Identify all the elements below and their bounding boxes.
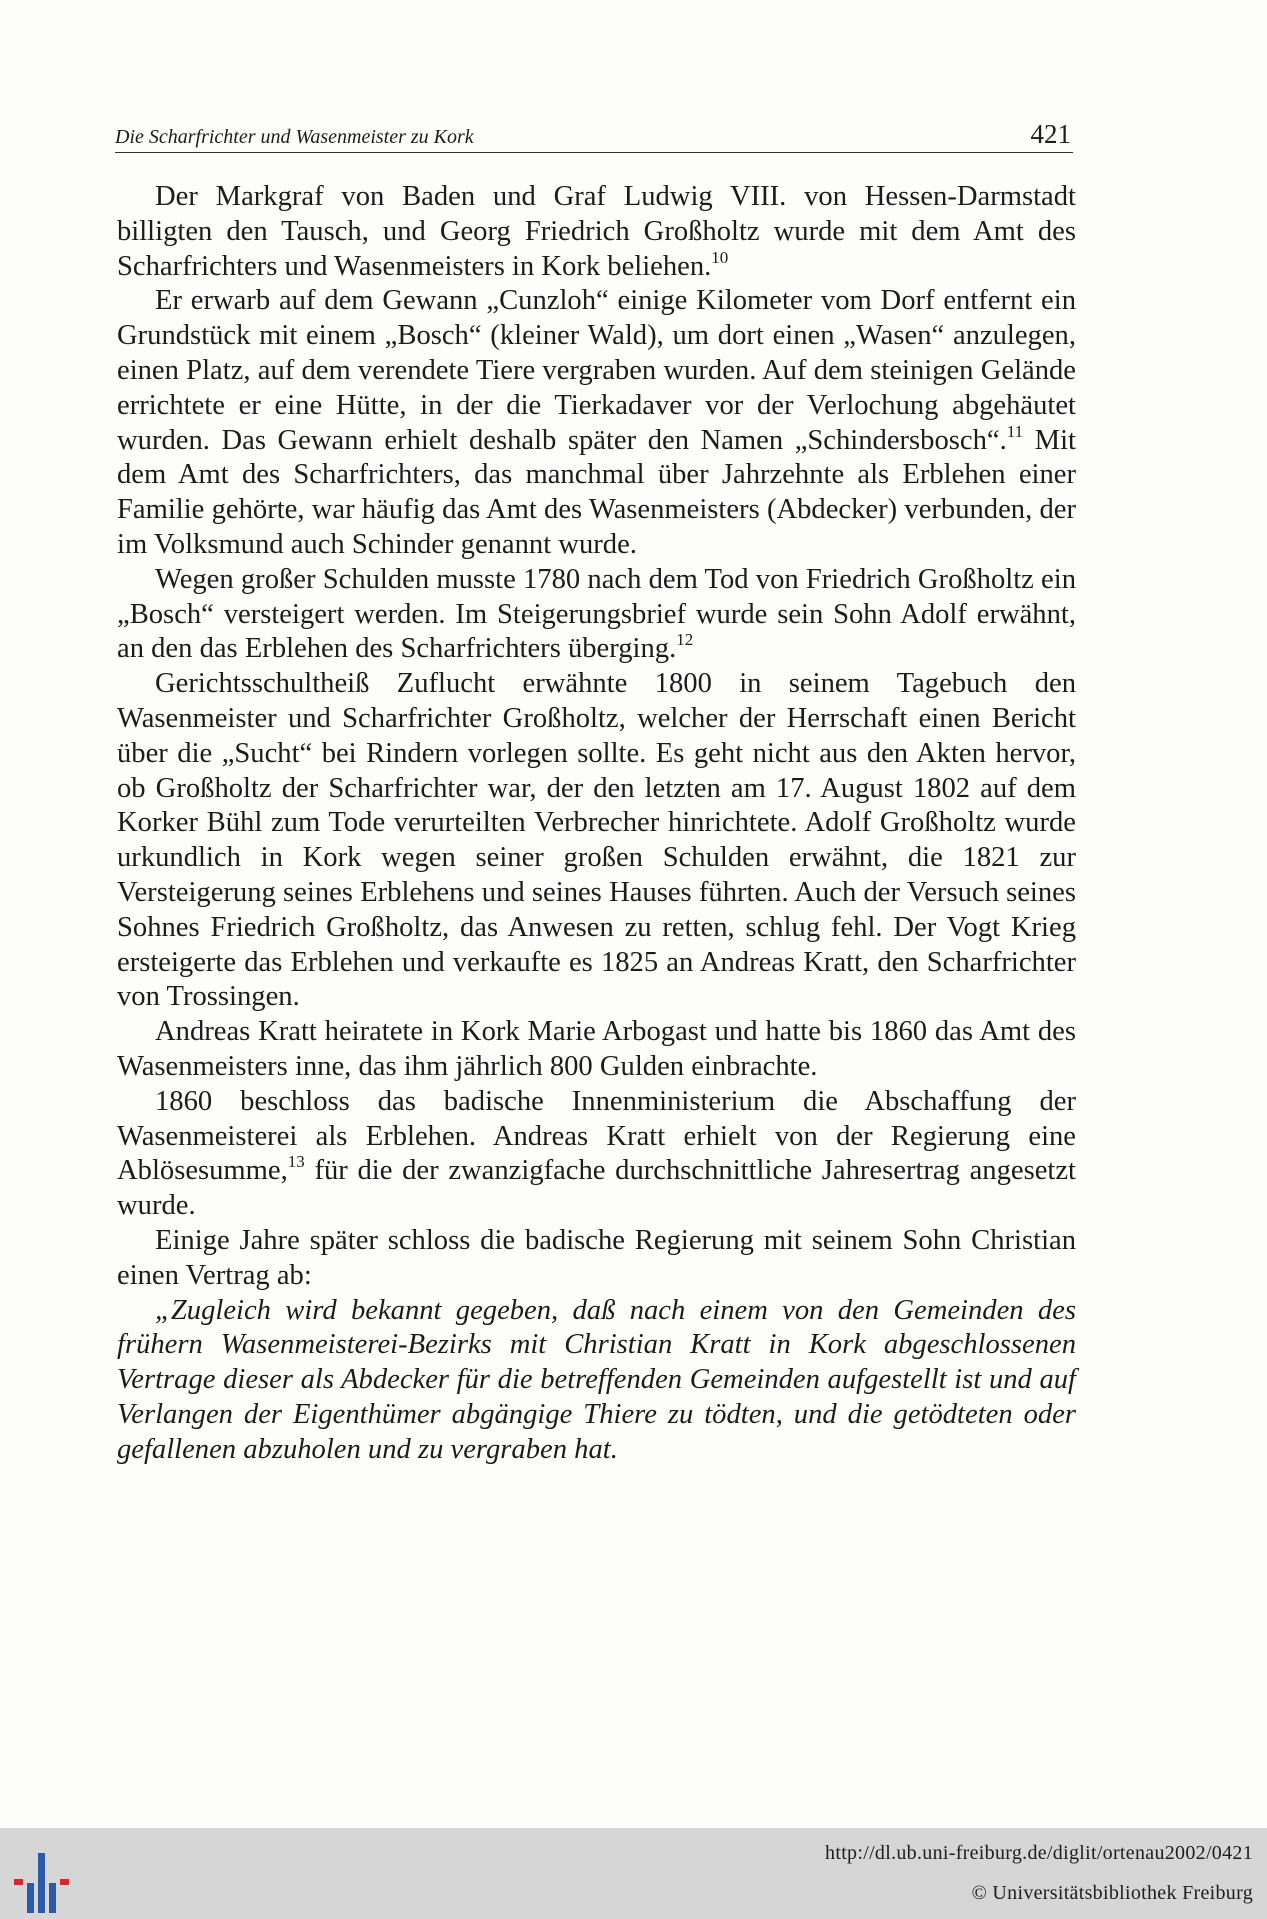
footnote-ref-12: 12 <box>676 630 694 650</box>
footnote-ref-11: 11 <box>1006 421 1024 441</box>
ub-freiburg-logo-icon <box>14 1853 78 1913</box>
copyright-notice: © Universitätsbibliothek Freiburg <box>971 1882 1253 1904</box>
permalink-url[interactable]: http://dl.ub.uni-freiburg.de/diglit/ortenau2002/0421 <box>825 1842 1253 1864</box>
paragraph-4: Gerichtsschultheiß Zuflucht erwähnte 1800 in seinem Tagebuch den Wasenmeister und Scharfrichter Großholtz, welcher der Herrschaft einen Bericht über die „Sucht“ bei Rindern vorlegen sollte. Es geht nicht aus den Akten hervor, ob Großholtz der Scharfrichter war, der den letzten am 17. August 1802 auf dem Korker Bühl zum Tode verurteilten Verbrecher hinrichtete. Adolf Großholtz wurde urkundlich in Kork wegen seiner großen Schulden erwähnt, die 1821 zur Versteigerung seines Erblehens und seines Hauses führten. Auch der Versuch seines Sohnes Friedrich Großholtz, das Anwesen zu retten, schlug fehl. Der Vogt Krieg ersteigerte das Erblehen und verkaufte es 1825 an Andreas Kratt, den Scharfrichter von Trossingen. <box>117 668 1076 1013</box>
paragraph-5: Andreas Kratt heiratete in Kork Marie Arbogast und hatte bis 1860 das Amt des Wasenmeisters inne, das ihm jährlich 800 Gulden einbrachte. <box>117 1016 1076 1082</box>
footnote-ref-10: 10 <box>711 247 729 267</box>
paragraph-7: Einige Jahre später schloss die badische Regierung mit seinem Sohn Christian einen Vertrag ab: <box>117 1224 1076 1291</box>
running-title: Die Scharfrichter und Wasenmeister zu Kork <box>115 126 474 148</box>
paragraph-1: Der Markgraf von Baden und Graf Ludwig VIII. von Hessen-Darmstadt billigten den Tausch, und Georg Friedrich Großholtz wurde mit dem Amt des Scharfrichters und Wasenmeisters in Kork beliehen.$^{10}$ <box>117 181 1076 282</box>
footnote-ref-13: 13 <box>287 1152 305 1172</box>
body-text <box>117 180 1076 1467</box>
paragraph-2: Er erwarb auf dem Gewann „Cunzloh“ einige Kilometer vom Dorf entfernt ein Grundstück mit einem „Bosch“ (kleiner Wald), um dort einen „Wasen“ anzulegen, einen Platz, auf dem verendete Tiere vergraben wurden. Auf dem steinigen Gelände errichtete er eine Hütte, in der die Tierkadaver vor der Verlochung abgehäutet wurden. Das Gewann erhielt deshalb später den Namen „Schindersbosch“.$^{11}$ Mit dem Amt des Scharfrichters, das manchmal über Jahrzehnte als Erblehen einer Familie gehörte, war häufig das Amt des Wasenmeisters (Abdecker) verbunden, der im Volksmund auch Schinder genannt wurde. <box>117 285 1076 560</box>
paragraph-3: Wegen großer Schulden musste 1780 nach dem Tod von Friedrich Großholtz ein „Bosch“ versteigert werden. Im Steigerungsbrief wurde sein Sohn Adolf erwähnt, an den das Erblehen des Scharfrichters überging.$^{12}$ <box>117 563 1076 665</box>
paragraph-6: 1860 beschloss das badische Innenministerium die Abschaffung der Wasenmeisterei als Erblehen. Andreas Kratt erhielt von der Regierung eine Ablösesumme,$^{13}$ für die der zwanzigfache durchschnittliche Jahresertrag angesetzt wurde. <box>117 1085 1076 1222</box>
page-header <box>115 112 1073 153</box>
page-number: 421 <box>1030 119 1071 149</box>
block-quote: „Zugleich wird bekannt gegeben, daß nach einem von den Gemeinden des frühern Wasenmeisterei-Bezirks mit Christian Kratt in Kork abgeschlossenen Vertrage dieser als Abdecker für die betreffenden Gemeinden aufgestellt ist und auf Verlangen der Eigenthümer abgängige Thiere zu tödten, und die getödteten oder gefallenen abzuholen und zu vergraben hat. <box>117 1294 1076 1465</box>
